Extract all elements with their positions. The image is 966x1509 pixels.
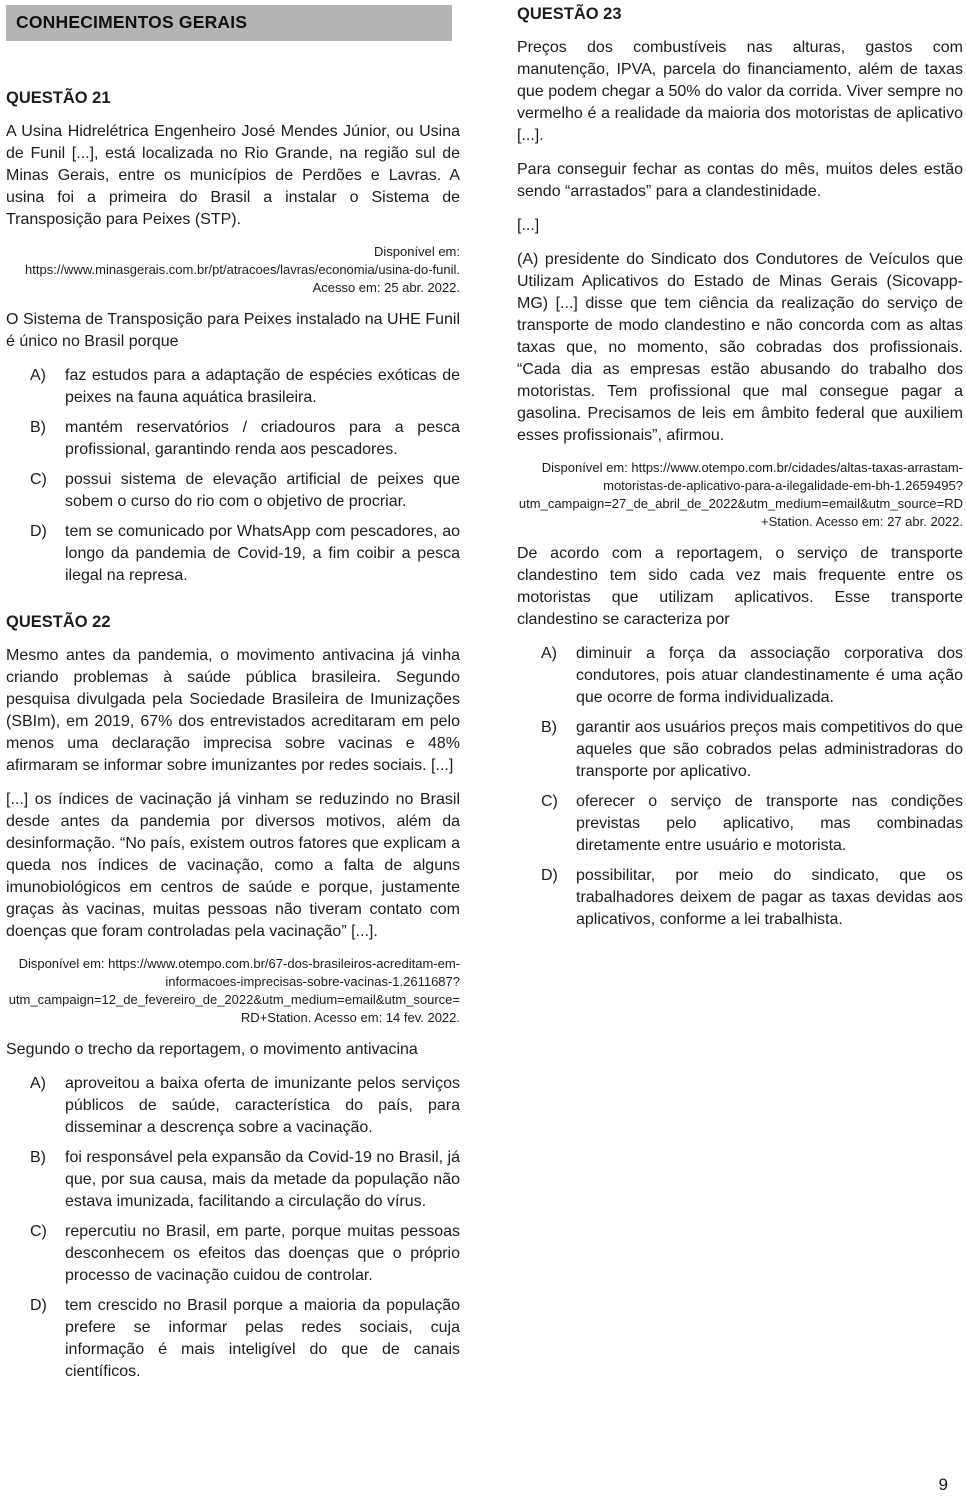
option-item-a — [6, 1073, 460, 1139]
question-paragraph: A Usina Hidrelétrica Engenheiro José Mendes Júnior, ou Usina de Funil [...], está localizada no Rio Grande, na região sul de Minas Gerais, entre os municípios de Perdões e Lavras. A usina foi a primeira do Brasil a instalar o Sistema de Transposição para Peixes (STP). — [6, 123, 460, 228]
option-letter: D) — [541, 867, 558, 884]
option-item-d — [6, 521, 460, 587]
options-list — [517, 643, 963, 931]
page-number: 9 — [938, 1475, 948, 1494]
option-item-a — [517, 643, 963, 709]
question-title: QUESTÃO 21 — [6, 89, 111, 107]
option-item-b — [517, 717, 963, 783]
options-list — [6, 365, 460, 587]
question-22 — [6, 613, 460, 1383]
option-letter: A) — [30, 1075, 46, 1092]
question-command: Segundo o trecho da reportagem, o movimento antivacina — [6, 1041, 418, 1058]
options-list — [6, 1073, 460, 1383]
option-text: possui sistema de elevação artificial de peixes que sobem o curso do rio com o objetivo de procriar. — [65, 471, 460, 510]
option-text: diminuir a força da associação corporativa dos condutores, pois atuar clandestinamente é uma ação que ocorre de forma individualizada. — [576, 645, 963, 706]
question-paragraph: [...] os índices de vacinação já vinham se reduzindo no Brasil desde antes da pandemia por diversos motivos, além da desinformação. “No país, existem outros fatores que explicam a queda nos índices de vacinação, como a falta de alguns imunobiológicos em centros de saúde e porque, justamente graças às vacinas, muitas pessoas não tiveram contato com doenças que foram controladas pela vacinação” [...]. — [6, 791, 460, 940]
option-item-b — [6, 1147, 460, 1213]
option-letter: D) — [30, 523, 47, 540]
option-text: mantém reservatórios / criadouros para a pesca profissional, garantindo renda aos pescadores. — [65, 419, 460, 458]
option-letter: C) — [541, 793, 558, 810]
section-header — [6, 5, 452, 41]
option-item-d — [517, 865, 963, 931]
option-letter: C) — [30, 1223, 47, 1240]
option-letter: B) — [30, 419, 46, 436]
question-command: De acordo com a reportagem, o serviço de transporte clandestino tem sido cada vez mais frequente entre os motoristas que utilizam aplicativos. Esse transporte clandestino se caracteriza por — [517, 545, 963, 628]
option-item-b — [6, 417, 460, 461]
option-letter: A) — [541, 645, 557, 662]
option-text: faz estudos para a adaptação de espécies exóticas de peixes na fauna aquática brasileira. — [65, 367, 460, 406]
question-21 — [6, 89, 460, 587]
option-text: tem se comunicado por WhatsApp com pescadores, ao longo da pandemia de Covid-19, a fim coibir a pesca ilegal na represa. — [65, 523, 460, 584]
option-text: tem crescido no Brasil porque a maioria da população prefere se informar pelas redes sociais, cuja informação é mais inteligível do que de canais científicos. — [65, 1297, 460, 1380]
ellipsis-paragraph: [...] — [517, 217, 540, 234]
question-paragraph: Para conseguir fechar as contas do mês, muitos deles estão sendo “arrastados” para a clandestinidade. — [517, 161, 963, 200]
option-item-c — [6, 1221, 460, 1287]
question-title: QUESTÃO 22 — [6, 613, 111, 631]
question-paragraph: Mesmo antes da pandemia, o movimento antivacina já vinha criando problemas à saúde pública brasileira. Segundo pesquisa divulgada pela Sociedade Brasileira de Imunizações (SBIm), em 2019, 67% dos entrevistados acreditaram em pelo menos uma declaração imprecisa sobre vacinas e 48% afirmaram se informar sobre imunizantes por redes sociais. [...] — [6, 647, 460, 774]
section-title: CONHECIMENTOS GERAIS — [16, 12, 248, 32]
option-item-c — [517, 791, 963, 857]
option-item-d — [6, 1295, 460, 1383]
option-item-c — [6, 469, 460, 513]
question-paragraph: Preços dos combustíveis nas alturas, gastos com manutenção, IPVA, parcela do financiamento, além de taxas que podem chegar a 50% do valor da corrida. Viver sempre no vermelho é a realidade da maioria dos motoristas de aplicativo [...]. — [517, 39, 963, 144]
option-item-a — [6, 365, 460, 409]
option-text: oferecer o serviço de transporte nas condições previstas pelo aplicativo, mas combinadas diretamente entre usuário e motorista. — [576, 793, 963, 854]
source-citation: Disponível em: https://www.otempo.com.br/cidades/altas-taxas-arrastam-motoristas-de-aplicativo-para-a-ilegalidade-em-bh-1.2659495?utm_campaign=27_de_abril_de_2022&utm_medium=email&utm_source=RD+Station. Acesso em: 27 abr. 2022. — [518, 460, 963, 529]
option-text: garantir aos usuários preços mais competitivos do que aqueles que são cobrados pelas administradoras do transporte por aplicativo. — [576, 719, 963, 780]
source-citation: Disponível em: https://www.minasgerais.com.br/pt/atracoes/lavras/economia/usina-do-funil. Acesso em: 25 abr. 2022. — [25, 244, 460, 295]
two-column-layout — [6, 5, 963, 1383]
option-letter: C) — [30, 471, 47, 488]
question-paragraph: (A) presidente do Sindicato dos Condutores de Veículos que Utilizam Aplicativos do Estado de Minas Gerais (Sicovapp-MG) [...] disse que tem ciência da realização do serviço de transporte de modo clandestino e não concorda com as altas taxas que, no momento, são cobradas dos profissionais. “Cada dia as empresas estão abusando do trabalho dos motoristas. Tem profissional que mal consegue pagar a gasolina. Precisamos de leis em âmbito federal que auxiliem esses profissionais”, afirmou. — [517, 251, 963, 444]
question-23 — [517, 5, 963, 931]
option-letter: A) — [30, 367, 46, 384]
option-text: aproveitou a baixa oferta de imunizante pelos serviços públicos de saúde, característica do país, para disseminar a descrença sobre a vacinação. — [65, 1075, 460, 1136]
option-letter: B) — [30, 1149, 46, 1166]
option-text: foi responsável pela expansão da Covid-19 no Brasil, já que, por sua causa, mais da metade da população não estava imunizada, facilitando a circulação do vírus. — [65, 1149, 460, 1210]
source-citation: Disponível em: https://www.otempo.com.br/67-dos-brasileiros-acreditam-em-informacoes-imprecisas-sobre-vacinas-1.2611687?utm_campaign=12_de_fevereiro_de_2022&utm_medium=email&utm_source=RD+Station. Acesso em: 14 fev. 2022. — [8, 956, 460, 1025]
question-title: QUESTÃO 23 — [517, 5, 622, 23]
option-text: possibilitar, por meio do sindicato, que os trabalhadores deixem de pagar as taxas devidas aos aplicativos, conforme a lei trabalhista. — [576, 867, 963, 928]
option-letter: B) — [541, 719, 557, 736]
option-text: repercutiu no Brasil, em parte, porque muitas pessoas desconhecem os efeitos das doenças que o próprio processo de vacinação cuidou de controlar. — [65, 1223, 460, 1284]
left-column — [6, 5, 460, 1383]
option-letter: D) — [30, 1297, 47, 1314]
question-command: O Sistema de Transposição para Peixes instalado na UHE Funil é único no Brasil porque — [6, 311, 460, 350]
right-column — [517, 5, 963, 1383]
